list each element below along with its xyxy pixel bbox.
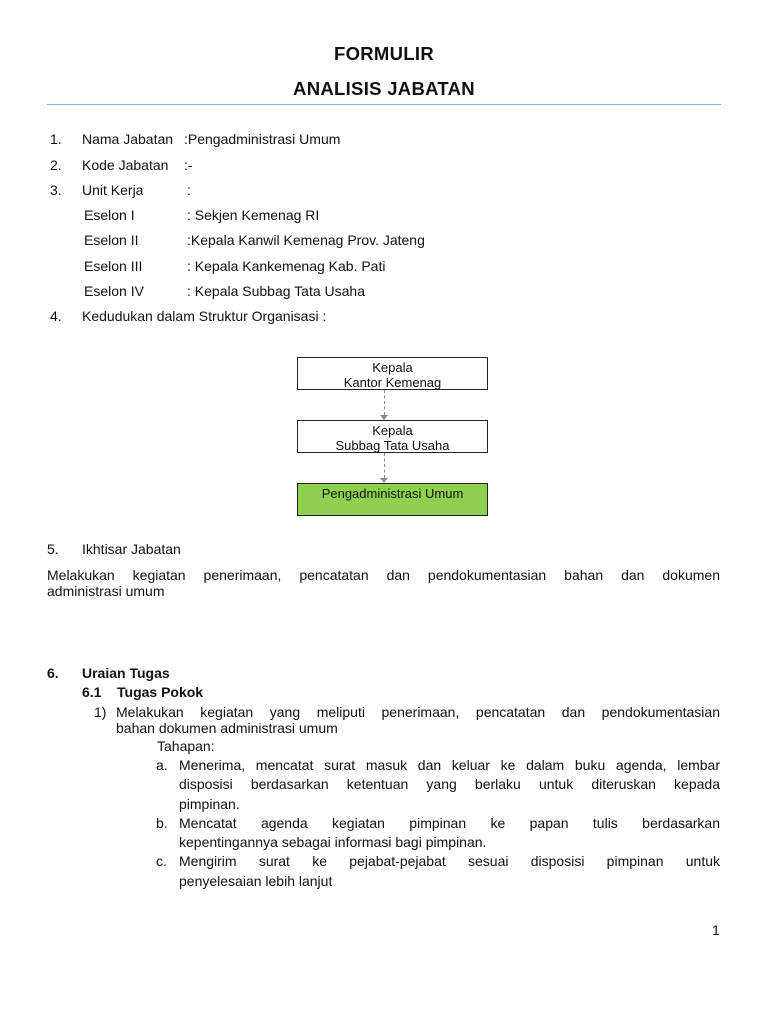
step-letter: c.	[156, 853, 167, 869]
subsection-number: 6.1	[82, 684, 102, 700]
step-text-line: kepentingannya sebagai informasi bagi pimpinan.	[179, 834, 487, 850]
subsection-label: Tugas Pokok	[117, 684, 204, 700]
eselon-value: :Kepala Kanwil Kemenag Prov. Jateng	[187, 232, 425, 248]
org-box-pengadministrasi	[297, 483, 488, 516]
eselon-label: Eselon IV	[84, 283, 144, 299]
summary-text-line: administrasi umum	[47, 583, 165, 599]
field-number: 3.	[50, 182, 62, 198]
section-label: Kedudukan dalam Struktur Organisasi :	[82, 308, 327, 324]
step-text-line: Mengirim surat ke pejabat-pejabat sesuai disposisi pimpinan untuk	[179, 853, 720, 869]
eselon-value: : Kepala Subbag Tata Usaha	[187, 283, 365, 299]
field-label: Kode Jabatan	[82, 157, 169, 173]
step-text-line: Mencatat agenda kegiatan pimpinan ke papan tulis berdasarkan	[179, 815, 720, 831]
eselon-label: Eselon II	[84, 232, 139, 248]
field-number: 1.	[50, 131, 62, 147]
org-box-kepala-kantor	[297, 357, 488, 390]
document-title: FORMULIR	[333, 43, 435, 64]
step-text-line: Menerima, mencatat surat masuk dan keluar ke dalam buku agenda, lembar	[179, 757, 720, 773]
org-box-line: Kepala	[372, 423, 413, 438]
org-box-line: Kantor Kemenag	[343, 375, 442, 390]
eselon-value: : Sekjen Kemenag RI	[187, 207, 320, 223]
org-box-line: Subbag Tata Usaha	[335, 438, 450, 453]
document-subtitle: ANALISIS JABATAN	[293, 78, 475, 99]
header-divider	[47, 104, 721, 105]
field-label: Nama Jabatan	[82, 131, 174, 147]
org-box-line: Kepala	[372, 360, 413, 375]
step-letter: b.	[156, 815, 168, 831]
step-text-line: disposisi berdasarkan ketentuan yang berlaku untuk diteruskan kepada	[179, 776, 720, 792]
org-connector	[384, 390, 385, 415]
section-number: 6.	[47, 665, 59, 681]
section-number: 4.	[50, 308, 62, 324]
item-text-line: Melakukan kegiatan yang meliputi penerimaan, pencatatan dan pendokumentasian	[116, 704, 720, 720]
eselon-label: Eselon III	[84, 258, 143, 274]
summary-text-line: Melakukan kegiatan penerimaan, pencatatan dan pendokumentasian bahan dan dokumen	[47, 567, 720, 583]
eselon-label: Eselon I	[84, 207, 135, 223]
org-box-kepala-subbag	[297, 420, 488, 453]
field-value: :	[187, 182, 191, 198]
page-number: 1	[712, 922, 720, 938]
section-label: Uraian Tugas	[82, 665, 170, 681]
step-letter: a.	[156, 757, 168, 773]
item-number: 1)	[94, 704, 107, 720]
step-text-line: pimpinan.	[179, 796, 240, 812]
section-label: Ikhtisar Jabatan	[82, 541, 181, 557]
item-text-line: bahan dokumen administrasi umum	[116, 720, 338, 736]
field-value: :Pengadministrasi Umum	[184, 131, 341, 147]
tahapan-label: Tahapan:	[157, 738, 215, 754]
step-text-line: penyelesaian lebih lanjut	[179, 873, 333, 889]
field-label: Unit Kerja	[82, 182, 144, 198]
org-box-line: Pengadministrasi Umum	[321, 486, 464, 501]
org-connector	[384, 453, 385, 478]
eselon-value: : Kepala Kankemenag Kab. Pati	[187, 258, 386, 274]
field-number: 2.	[50, 157, 62, 173]
field-value: :-	[184, 157, 193, 173]
section-number: 5.	[47, 541, 59, 557]
